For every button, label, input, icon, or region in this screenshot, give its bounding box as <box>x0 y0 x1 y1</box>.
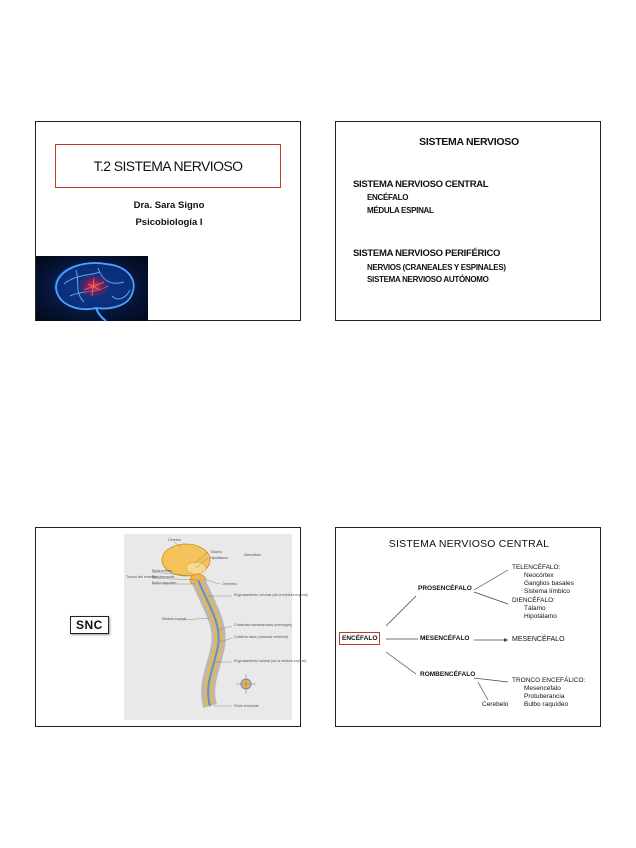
author-name: Dra. Sara Signo <box>133 200 205 211</box>
course-name: Psicobiología I <box>135 217 203 228</box>
figure-label: Cubierta ósea (columna vertebral) <box>234 635 289 639</box>
cns-anatomy-figure <box>124 534 308 720</box>
tronco-item: Bulbo raquídeo <box>524 701 569 708</box>
figure-label: Hipotálamo <box>210 556 229 560</box>
figure-label: Mesencéfalo <box>152 569 173 573</box>
figure-label: Cerebro <box>168 538 181 542</box>
central-item: MÉDULA ESPINAL <box>367 206 434 215</box>
mesencefalo-leaf: MESENCÉFALO <box>512 636 565 643</box>
central-heading: SISTEMA NERVIOSO CENTRAL <box>353 179 489 190</box>
telencefalo-item: Sistema límbico <box>524 588 570 595</box>
snc-label: SNC <box>70 616 109 634</box>
figure-label: Filum terminale <box>234 704 259 708</box>
figure-label: Protuberancia <box>152 575 175 579</box>
figure-label: Bulbo raquídeo <box>152 581 177 585</box>
figure-label: Médula espinal <box>162 617 187 621</box>
prosencefalo-node: PROSENCÉFALO <box>418 585 472 592</box>
figure-label: Tálamo <box>210 550 222 554</box>
cerebelo-leaf: Cerebelo <box>482 701 509 708</box>
diencefalo-node: DIENCÉFALO: <box>512 597 555 604</box>
slide-overview <box>335 121 601 321</box>
tronco-item: Mesencéfalo <box>524 685 561 692</box>
telencefalo-item: Ganglios basales <box>524 580 574 587</box>
slide-snc <box>35 527 308 727</box>
figure-label: Cerebelo <box>222 582 237 586</box>
mesencefalo-node: MESENCÉFALO <box>420 635 470 642</box>
encefalo-root: ENCÉFALO <box>339 632 380 645</box>
telencefalo-item: Neocórtex <box>524 572 554 579</box>
brain-image <box>36 256 148 321</box>
peripheral-item: NERVIOS (CRANEALES Y ESPINALES) <box>367 263 506 272</box>
figure-label: Engrosamiento lumbar (de la médula espinal) <box>234 659 307 663</box>
peripheral-heading: SISTEMA NERVIOSO PERIFÉRICO <box>353 248 501 259</box>
telencefalo-node: TELENCÉFALO: <box>512 564 561 571</box>
central-item: ENCÉFALO <box>367 193 409 202</box>
figure-label: Diencéfalo <box>244 553 261 557</box>
figure-label: Cubiertas membranosas (meninges) <box>234 623 293 627</box>
figure-label: Engrosamiento cervical (de la médula espinal) <box>234 593 308 597</box>
slide-title-text: SISTEMA NERVIOSO CENTRAL <box>388 538 550 550</box>
presentation-title: T.2 SISTEMA NERVIOSO <box>55 144 281 188</box>
diencefalo-item: Tálamo <box>524 605 546 612</box>
tronco-item: Protuberancia <box>524 693 565 700</box>
slide-title-text: SISTEMA NERVIOSO <box>419 136 519 148</box>
peripheral-item: SISTEMA NERVIOSO AUTÓNOMO <box>367 275 489 284</box>
rombencefalo-node: ROMBENCÉFALO <box>420 671 476 678</box>
diencefalo-item: Hipotálamo <box>524 613 557 620</box>
slide-title <box>35 121 301 321</box>
slide-cns-tree <box>335 527 601 727</box>
tronco-node: TRONCO ENCEFÁLICO: <box>512 677 586 684</box>
figure-label: Tronco del encéfalo <box>126 575 158 579</box>
